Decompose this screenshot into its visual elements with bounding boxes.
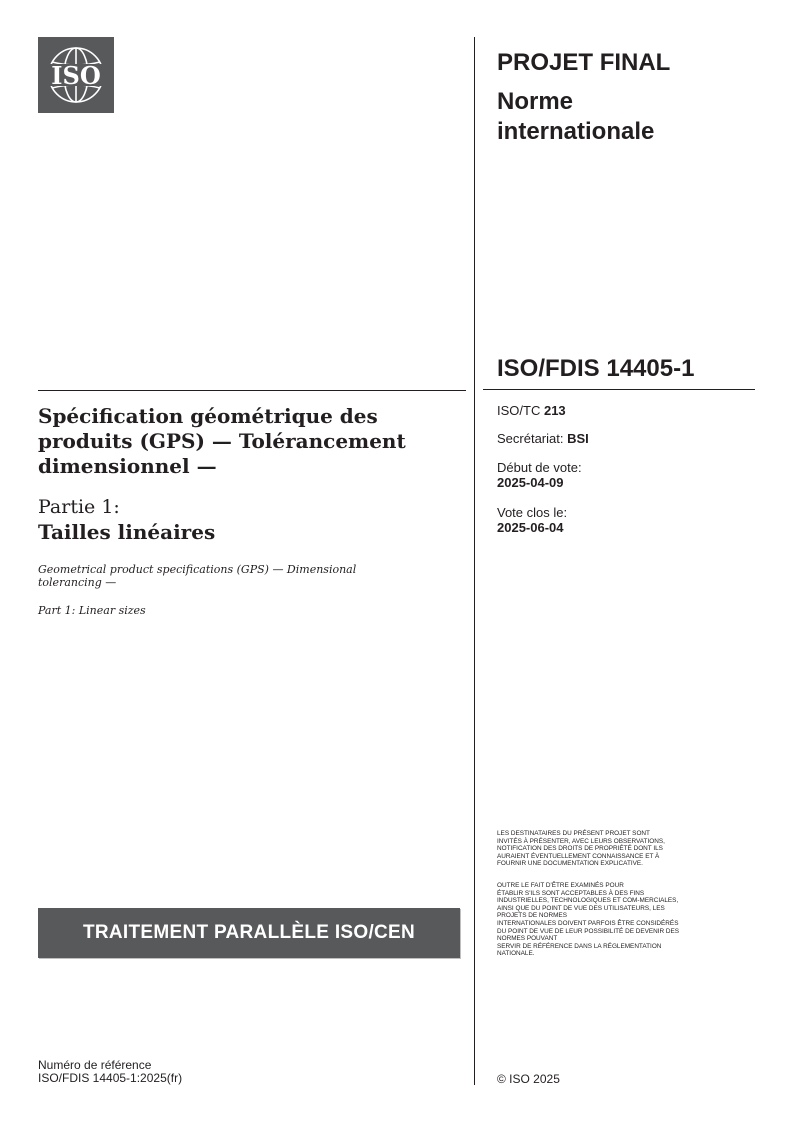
part-title: Tailles linéaires [38, 520, 216, 544]
notice-line: SERVIR DE RÉFÉRENCE DANS LA RÉGLEMENTATION [497, 942, 662, 950]
notice-paragraph-2 [497, 882, 759, 958]
notice-line: NATIONALE. [497, 950, 535, 958]
document-type [497, 87, 747, 147]
vote-end [497, 505, 747, 535]
reference-number-label: Numéro de référence [38, 1058, 152, 1072]
vote-start-value: 2025-04-09 [497, 475, 564, 490]
document-status: PROJET FINAL [497, 49, 671, 76]
document-type-line1: Norme [497, 88, 574, 115]
notice-line: NORMES POUVANT [497, 935, 558, 943]
iso-globe-logo-icon [38, 37, 114, 113]
notice-line: DU POINT DE VUE DE LEUR POSSIBILITÉ DE DEVENIR DES [497, 927, 680, 935]
title-fr-line: dimensionnel — [38, 454, 217, 478]
notice-line: FOURNIR UNE DOCUMENTATION EXPLICATIVE. [497, 860, 643, 868]
notice-line: INVITÉS À PRÉSENTER, AVEC LEURS OBSERVATIONS, [497, 837, 665, 845]
parallel-processing-banner: TRAITEMENT PARALLÈLE ISO/CEN [38, 908, 460, 958]
horizontal-divider-right [483, 389, 755, 390]
document-number: ISO/FDIS 14405-1 [497, 355, 695, 382]
vote-end-value: 2025-06-04 [497, 520, 564, 535]
reference-number-value: ISO/FDIS 14405-1:2025(fr) [38, 1071, 183, 1085]
notice-paragraph-1 [497, 830, 759, 868]
part-title-en: Part 1: Linear sizes [38, 604, 146, 617]
tc-label: ISO/TC [497, 403, 541, 418]
notice-line: PROJETS DE NORMES [497, 912, 567, 920]
notice-line: NOTIFICATION DES DROITS DE PROPRIÉTÉ DONT ILS [497, 845, 663, 853]
technical-committee [497, 403, 747, 418]
title-en-line: Geometrical product specifications (GPS) — Dimensional [38, 563, 357, 576]
title-en-line: tolerancing — [38, 576, 117, 589]
vote-end-label: Vote clos le: [497, 505, 568, 520]
notice-line: INTERNATIONALES DOIVENT PARFOIS ÊTRE CONSIDÉRÉS [497, 919, 679, 927]
title-fr-line: Spécification géométrique des [38, 404, 378, 428]
document-type-line2: internationale [497, 118, 655, 145]
secretariat [497, 431, 747, 446]
horizontal-divider-left [38, 390, 466, 391]
copyright: © ISO 2025 [497, 1072, 560, 1086]
notice-line: AINSI QUE DU POINT DE VUE DES UTILISATEURS, LES [497, 904, 665, 912]
vote-start-label: Début de vote: [497, 460, 582, 475]
notice-line: ÉTABLIR S'ILS SONT ACCEPTABLES À DES FINS [497, 889, 645, 897]
notice-line: OUTRE LE FAIT D'ÊTRE EXAMINÉS POUR [497, 882, 624, 889]
iso-logo [38, 37, 114, 113]
secretariat-label: Secrétariat: [497, 431, 564, 446]
document-title-fr [38, 404, 458, 479]
document-title-en [38, 563, 418, 589]
notice-line: INDUSTRIELLES, TECHNOLOGIQUES ET COM-MERCIALES, [497, 897, 679, 905]
logo-text: ISO [51, 61, 101, 90]
title-fr-line: produits (GPS) — Tolérancement [38, 429, 406, 453]
secretariat-value: BSI [567, 431, 589, 446]
tc-value: 213 [543, 403, 566, 418]
notice-line: AURAIENT ÉVENTUELLEMENT CONNAISSANCE ET À [497, 852, 660, 860]
vertical-divider [474, 37, 475, 1085]
notice-line: LES DESTINATAIRES DU PRÉSENT PROJET SONT [497, 830, 650, 837]
part-label: Partie 1: [38, 496, 120, 518]
vote-start [497, 460, 747, 490]
